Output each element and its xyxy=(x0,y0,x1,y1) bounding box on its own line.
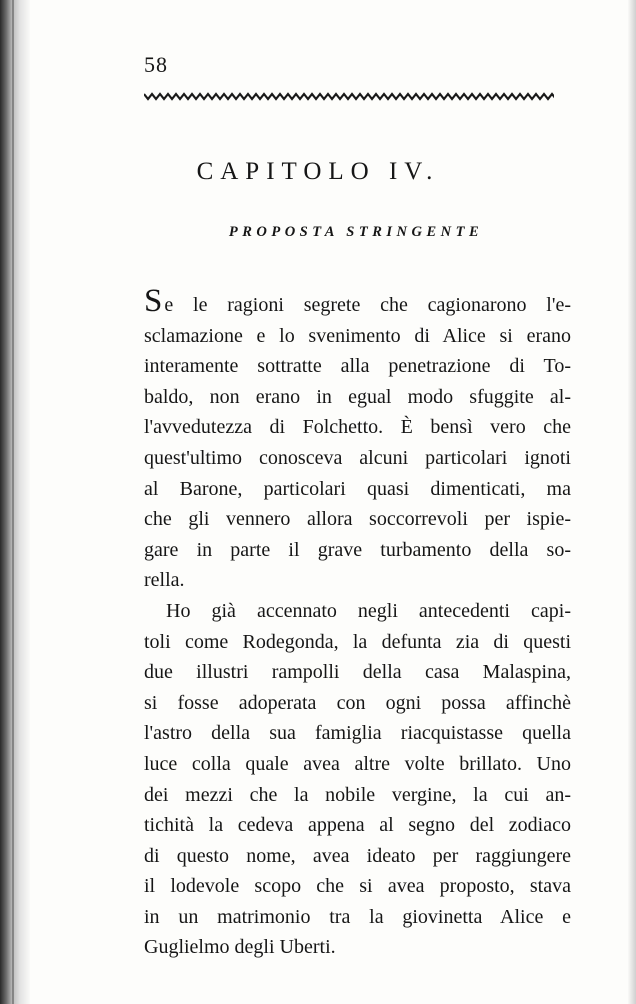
chapter-title: CAPITOLO IV. xyxy=(196,158,440,185)
paragraph-1-line-1 xyxy=(144,283,571,321)
binding-edge xyxy=(12,0,14,1004)
text-line: rella. xyxy=(144,569,185,592)
text-line: dei mezzi che la nobile vergine, la cui an- xyxy=(144,783,571,806)
page-number: 58 xyxy=(144,52,168,77)
text-line: baldo, non erano in egual modo sfuggite al- xyxy=(144,385,571,408)
text-line: tichità la cedeva appena al segno del zodiaco xyxy=(144,814,571,837)
text-line: che gli vennero allora soccorrevoli per ispie- xyxy=(144,508,571,531)
text-line: si fosse adoperata con ogni possa affinchè xyxy=(144,691,571,714)
text-line: al Barone, particolari quasi dimenticati, ma xyxy=(144,477,571,500)
body-text xyxy=(144,283,571,963)
text-line: Guglielmo degli Uberti. xyxy=(144,936,336,959)
paragraph-2-line-1: Ho già accennato negli antecedenti capi- xyxy=(166,599,571,622)
book-binding-shadow xyxy=(0,0,30,1004)
text-line: l'astro della sua famiglia riacquistasse quella xyxy=(144,722,571,745)
text-line: sclamazione e lo svenimento di Alice si erano xyxy=(144,324,571,347)
first-line-text: e le ragioni segrete che cagionarono l'e- xyxy=(164,294,571,316)
text-line: quest'ultimo conosceva alcuni particolari ignoti xyxy=(144,446,571,469)
text-line: due illustri rampolli della casa Malaspina, xyxy=(144,661,571,684)
decorative-rule-ornament xyxy=(144,90,554,102)
chapter-subtitle: PROPOSTA STRINGENTE xyxy=(228,224,484,240)
text-line: in un matrimonio tra la giovinetta Alice e xyxy=(144,905,571,928)
text-line: interamente sottratte alla penetrazione di To- xyxy=(144,355,571,378)
text-line: luce colla quale avea altre volte brillato. Uno xyxy=(144,752,571,775)
page-edge-shadow xyxy=(628,0,636,1004)
text-line: di questo nome, avea ideato per raggiungere xyxy=(144,844,571,867)
text-line: il lodevole scopo che si avea proposto, stava xyxy=(144,875,571,898)
text-line: toli come Rodegonda, la defunta zia di questi xyxy=(144,630,571,653)
text-line: gare in parte il grave turbamento della so- xyxy=(144,538,571,561)
text-line: l'avvedutezza di Folchetto. È bensì vero che xyxy=(144,416,571,439)
drop-cap: S xyxy=(144,283,163,319)
